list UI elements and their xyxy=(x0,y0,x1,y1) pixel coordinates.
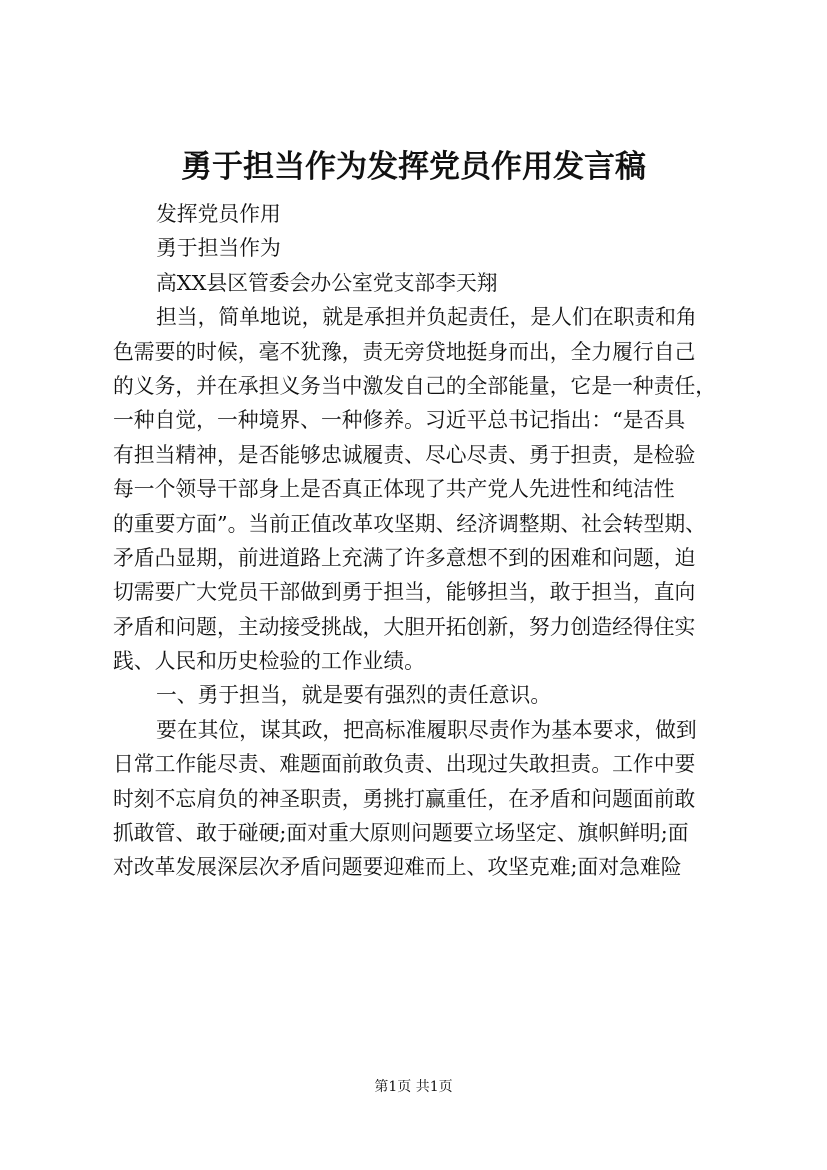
paragraph-line: 日常工作能尽责、难题面前敢负责、出现过失敢担责。工作中要 xyxy=(113,752,696,777)
paragraph-line: 每一个领导干部身上是否真正体现了共产党人先进性和纯洁性 xyxy=(113,477,675,502)
paragraph-line: 对改革发展深层次矛盾问题要迎难而上、攻坚克难;面对急难险 xyxy=(113,855,682,880)
paragraph-line: 的重要方面”。当前正值改革攻坚期、经济调整期、社会转型期、 xyxy=(113,511,706,536)
author-line: 高XX县区管委会办公室党支部李天翔 xyxy=(156,270,498,295)
paragraph-line: 践、人民和历史检验的工作业绩。 xyxy=(113,649,425,674)
paragraph-line: 切需要广大党员干部做到勇于担当，能够担当，敢于担当，直向 xyxy=(113,580,696,605)
document-title: 勇于担当作为发挥党员作用发言稿 xyxy=(181,149,646,185)
document-body xyxy=(113,197,723,885)
subtitle-line: 发挥党员作用 xyxy=(156,202,281,226)
paragraph-line: 抓敢管、敢于碰硬;面对重大原则问题要立场坚定、旗帜鲜明;面 xyxy=(113,821,689,846)
paragraph-line: 的义务，并在承担义务当中激发自己的全部能量，它是一种责任， xyxy=(113,373,717,398)
page-footer: 第1页 共1页 xyxy=(374,1079,453,1095)
paragraph-line: 要在其位，谋其政，把高标准履职尽责作为基本要求，做到 xyxy=(156,717,697,742)
paragraph-line: 担当，简单地说，就是承担并负起责任，是人们在职责和角 xyxy=(156,305,697,330)
paragraph-line: 矛盾凸显期，前进道路上充满了许多意想不到的困难和问题，迫 xyxy=(113,545,696,570)
paragraph-line: 一种自觉，一种境界、一种修养。习近平总书记指出：“是否具 xyxy=(113,408,686,433)
subtitle-line: 勇于担当作为 xyxy=(156,236,281,261)
paragraph-line: 时刻不忘肩负的神圣职责，勇挑打赢重任，在矛盾和问题面前敢 xyxy=(113,786,696,811)
paragraph-line: 色需要的时候，毫不犹豫，责无旁贷地挺身而出，全力履行自己 xyxy=(113,339,696,364)
section-heading: 一、勇于担当，就是要有强烈的责任意识。 xyxy=(156,683,552,708)
paragraph-line: 有担当精神，是否能够忠诚履责、尽心尽责、勇于担责，是检验 xyxy=(113,442,696,467)
paragraph-line: 矛盾和问题，主动接受挑战，大胆开拓创新，努力创造经得住实 xyxy=(113,614,696,639)
